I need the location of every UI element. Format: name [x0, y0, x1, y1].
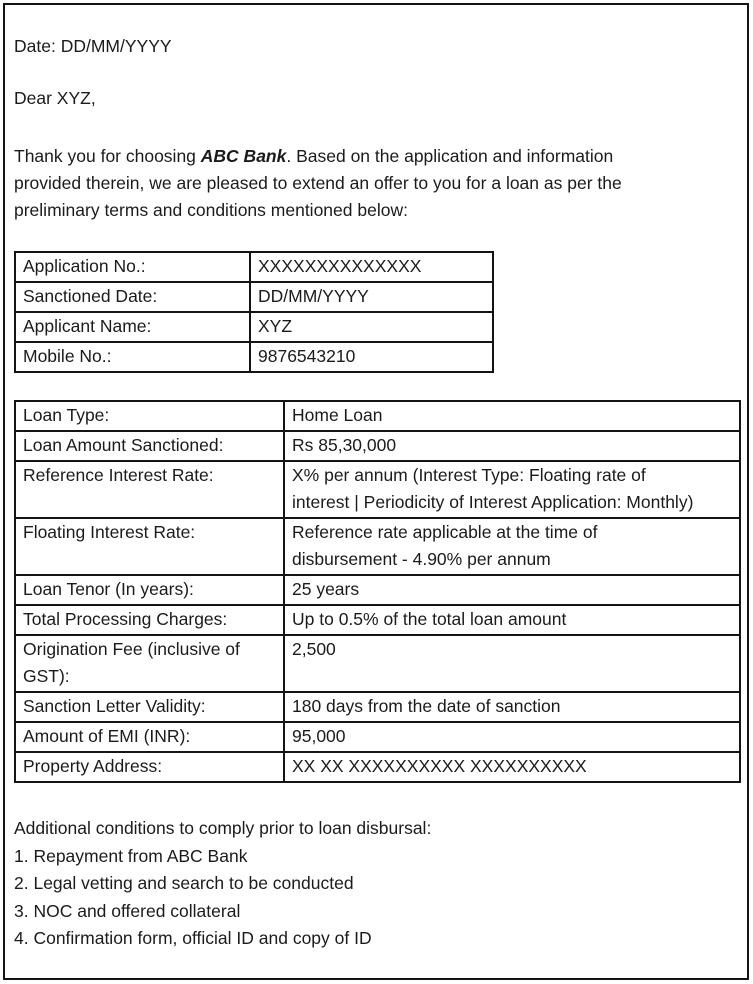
row-label: Applicant Name:	[15, 312, 250, 342]
row-label: Sanctioned Date:	[15, 282, 250, 312]
applicant-details-table	[14, 251, 494, 373]
sanction-letter-page	[3, 3, 749, 980]
row-label: Loan Tenor (In years):	[15, 575, 284, 605]
row-value: 2,500	[284, 635, 740, 692]
table-row	[15, 282, 493, 312]
intro-prefix: Thank you for choosing	[14, 146, 201, 166]
intro-suffix: . Based on the application and information provided therein, we are pleased to extend an offer to you for a loan as per the preliminary terms and conditions mentioned below:	[14, 146, 622, 220]
table-row	[15, 752, 740, 782]
table-row	[15, 401, 740, 431]
salutation: Dear XYZ,	[14, 88, 96, 108]
row-value: Home Loan	[284, 401, 740, 431]
row-label: Property Address:	[15, 752, 284, 782]
row-label: Total Processing Charges:	[15, 605, 284, 635]
row-value: XYZ	[250, 312, 493, 342]
table-row	[15, 518, 740, 575]
row-label: Loan Amount Sanctioned:	[15, 431, 284, 461]
date-line: Date: DD/MM/YYYY	[14, 36, 172, 56]
row-value: XX XX XXXXXXXXXX XXXXXXXXXX	[284, 752, 740, 782]
conditions-heading: Additional conditions to comply prior to loan disbursal:	[14, 818, 432, 838]
row-label: Sanction Letter Validity:	[15, 692, 284, 722]
row-label: Mobile No.:	[15, 342, 250, 372]
row-label: Amount of EMI (INR):	[15, 722, 284, 752]
condition-item: 2. Legal vetting and search to be conducted	[14, 873, 354, 893]
row-value: 25 years	[284, 575, 740, 605]
row-value: 180 days from the date of sanction	[284, 692, 740, 722]
table-row	[15, 605, 740, 635]
row-label: Floating Interest Rate:	[15, 518, 284, 575]
row-value: X% per annum (Interest Type: Floating rate of interest | Periodicity of Interest Application: Monthly)	[284, 461, 740, 518]
loan-details-table	[14, 400, 741, 783]
additional-conditions-section	[14, 815, 735, 953]
table-row	[15, 461, 740, 518]
table-row	[15, 312, 493, 342]
bank-name: ABC Bank	[200, 146, 287, 166]
row-value: 95,000	[284, 722, 740, 752]
intro-paragraph	[14, 143, 674, 224]
table-row	[15, 342, 493, 372]
row-value: 9876543210	[250, 342, 493, 372]
table-row	[15, 252, 493, 282]
row-label: Application No.:	[15, 252, 250, 282]
table-row	[15, 431, 740, 461]
row-label: Reference Interest Rate:	[15, 461, 284, 518]
table-row	[15, 575, 740, 605]
row-value: Up to 0.5% of the total loan amount	[284, 605, 740, 635]
row-value: Rs 85,30,000	[284, 431, 740, 461]
table-row	[15, 692, 740, 722]
row-value: XXXXXXXXXXXXXX	[250, 252, 493, 282]
condition-item: 1. Repayment from ABC Bank	[14, 845, 248, 866]
condition-item: 3. NOC and offered collateral	[14, 900, 241, 921]
table-row	[15, 635, 740, 692]
row-label: Origination Fee (inclusive of GST):	[15, 635, 284, 692]
condition-item: 4. Confirmation form, official ID and copy of ID	[14, 928, 372, 948]
row-value: DD/MM/YYYY	[250, 282, 493, 312]
row-label: Loan Type:	[15, 401, 284, 431]
row-value: Reference rate applicable at the time of disbursement - 4.90% per annum	[284, 518, 740, 575]
table-row	[15, 722, 740, 752]
